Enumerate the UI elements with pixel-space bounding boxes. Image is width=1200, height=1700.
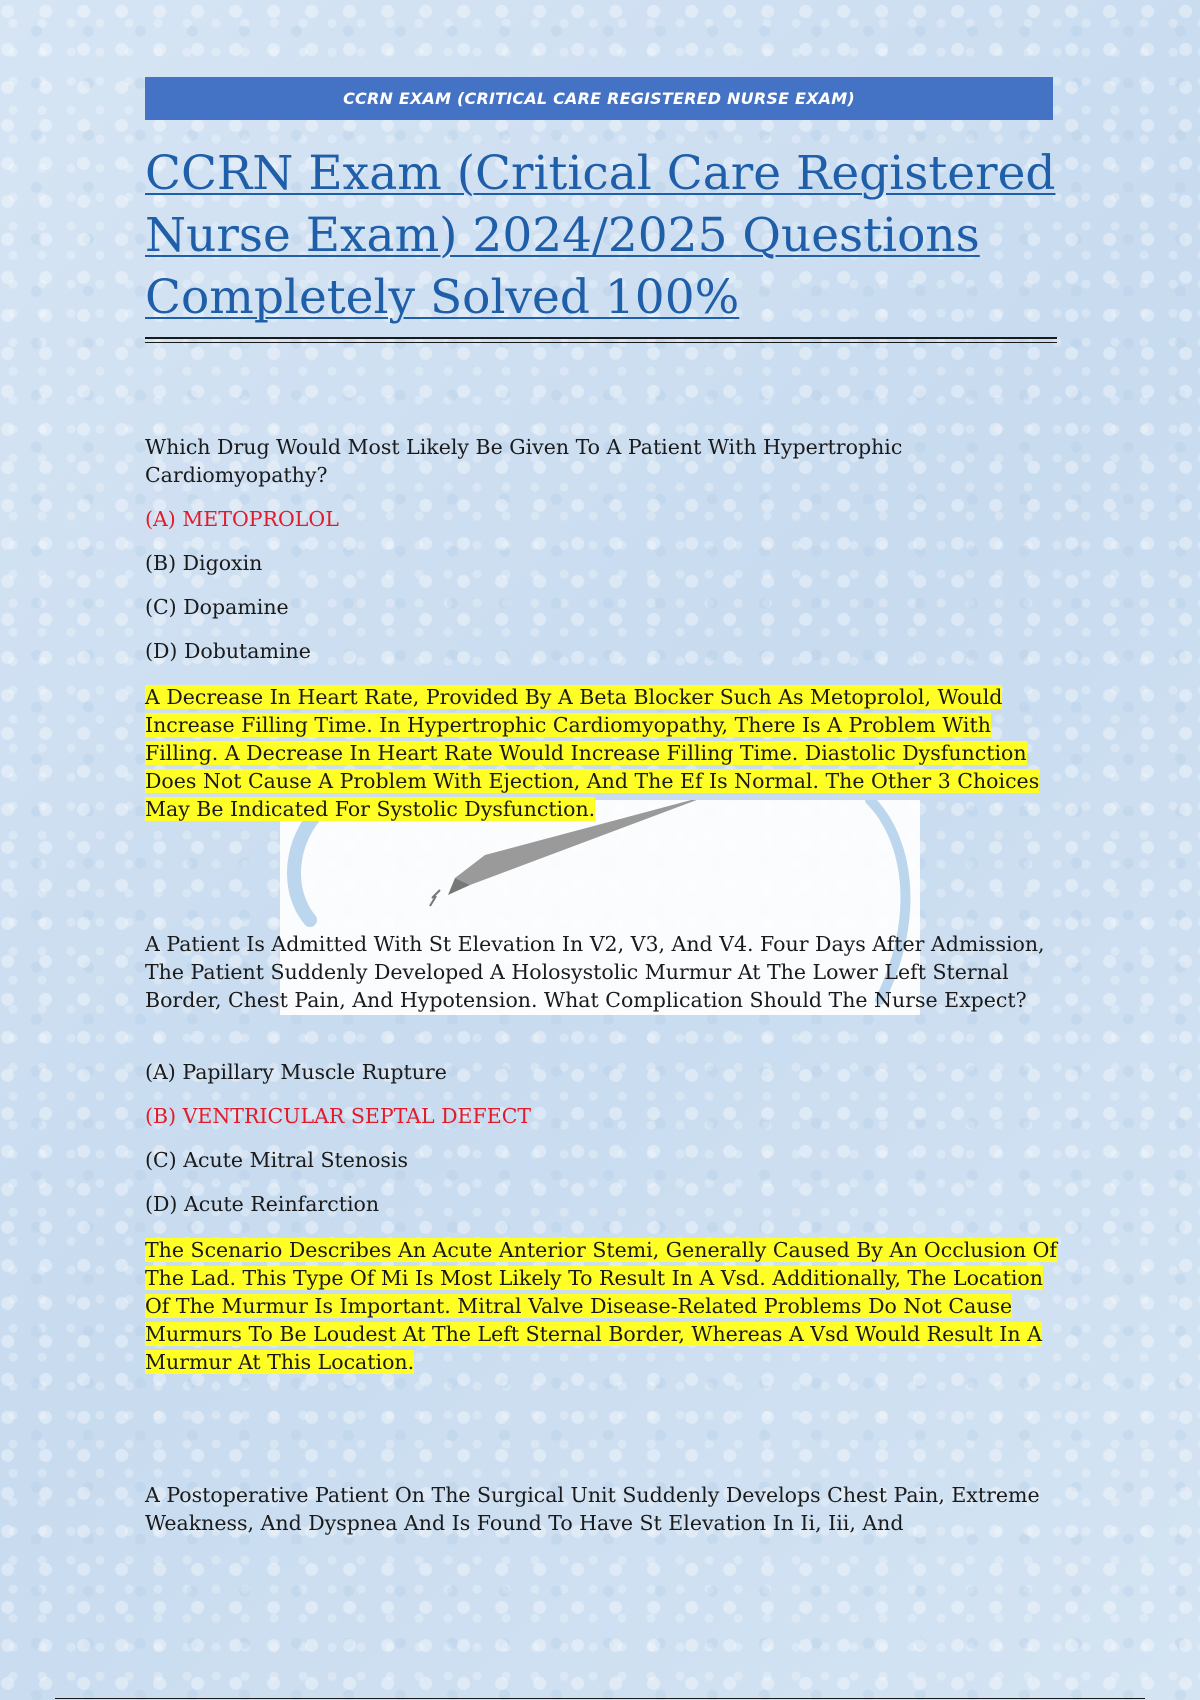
question-2-explanation-text: The Scenario Describes An Acute Anterior Stemi, Generally Caused By An Occlusion Of The Lad. This Type Of Mi Is Most Likely To Result In A Vsd. Additionally, The Location Of The Murmur Is Important. Mitral Valve Disease-Related Problems Do Not Cause Murmurs To Be Loudest At The Left Sternal Border, Whereas A Vsd Would Result In A Murmur At This Location. xyxy=(145,1238,1057,1374)
question-2-option-a: (A) Papillary Muscle Rupture xyxy=(145,1060,447,1084)
document-title[interactable]: CCRN Exam (Critical Care Registered Nurse Exam) 2024/2025 Questions Completely Solved 100% xyxy=(145,146,1056,325)
question-2-text: A Patient Is Admitted With St Elevation In V2, V3, And V4. Four Days After Admission, The Patient Suddenly Developed A Holosystolic Murmur At The Lower Left Sternal Border, Chest Pain, And Hypotension. What Complication Should The Nurse Expect? xyxy=(145,932,1045,1012)
question-1-text: Which Drug Would Most Likely Be Given To A Patient With Hypertrophic Cardiomyopathy? xyxy=(145,435,903,487)
question-1-option-c: (C) Dopamine xyxy=(145,595,289,619)
question-2-option-d: (D) Acute Reinfarction xyxy=(145,1192,380,1216)
header-banner xyxy=(145,77,1053,120)
question-1-option-d: (D) Dobutamine xyxy=(145,639,311,663)
question-1-explanation-text: A Decrease In Heart Rate, Provided By A Beta Blocker Such As Metoprolol, Would Increase Filling Time. In Hypertrophic Cardiomyopathy, There Is A Problem With Filling. A Decrease In Heart Rate Would Increase Filling Time. Diastolic Dysfunction Does Not Cause A Problem With Ejection, And The Ef Is Normal. The Other 3 Choices May Be Indicated For Systolic Dysfunction. xyxy=(145,685,1040,821)
question-1-option-b: (B) Digoxin xyxy=(145,551,263,575)
question-2-option-c: (C) Acute Mitral Stenosis xyxy=(145,1148,409,1172)
question-1-explanation xyxy=(145,683,1060,823)
title-divider xyxy=(145,337,1057,343)
question-3-text: A Postoperative Patient On The Surgical Unit Suddenly Develops Chest Pain, Extreme Weakness, And Dyspnea And Is Found To Have St Elevation In Ii, Iii, And xyxy=(145,1483,1040,1535)
header-banner-text: CCRN EXAM (CRITICAL CARE REGISTERED NURSE EXAM) xyxy=(343,89,855,108)
question-2-explanation xyxy=(145,1236,1060,1376)
question-1-option-a: (A) METOPROLOL xyxy=(145,507,339,531)
footer-divider xyxy=(55,1698,1145,1699)
question-2-option-b: (B) VENTRICULAR SEPTAL DEFECT xyxy=(145,1104,532,1128)
